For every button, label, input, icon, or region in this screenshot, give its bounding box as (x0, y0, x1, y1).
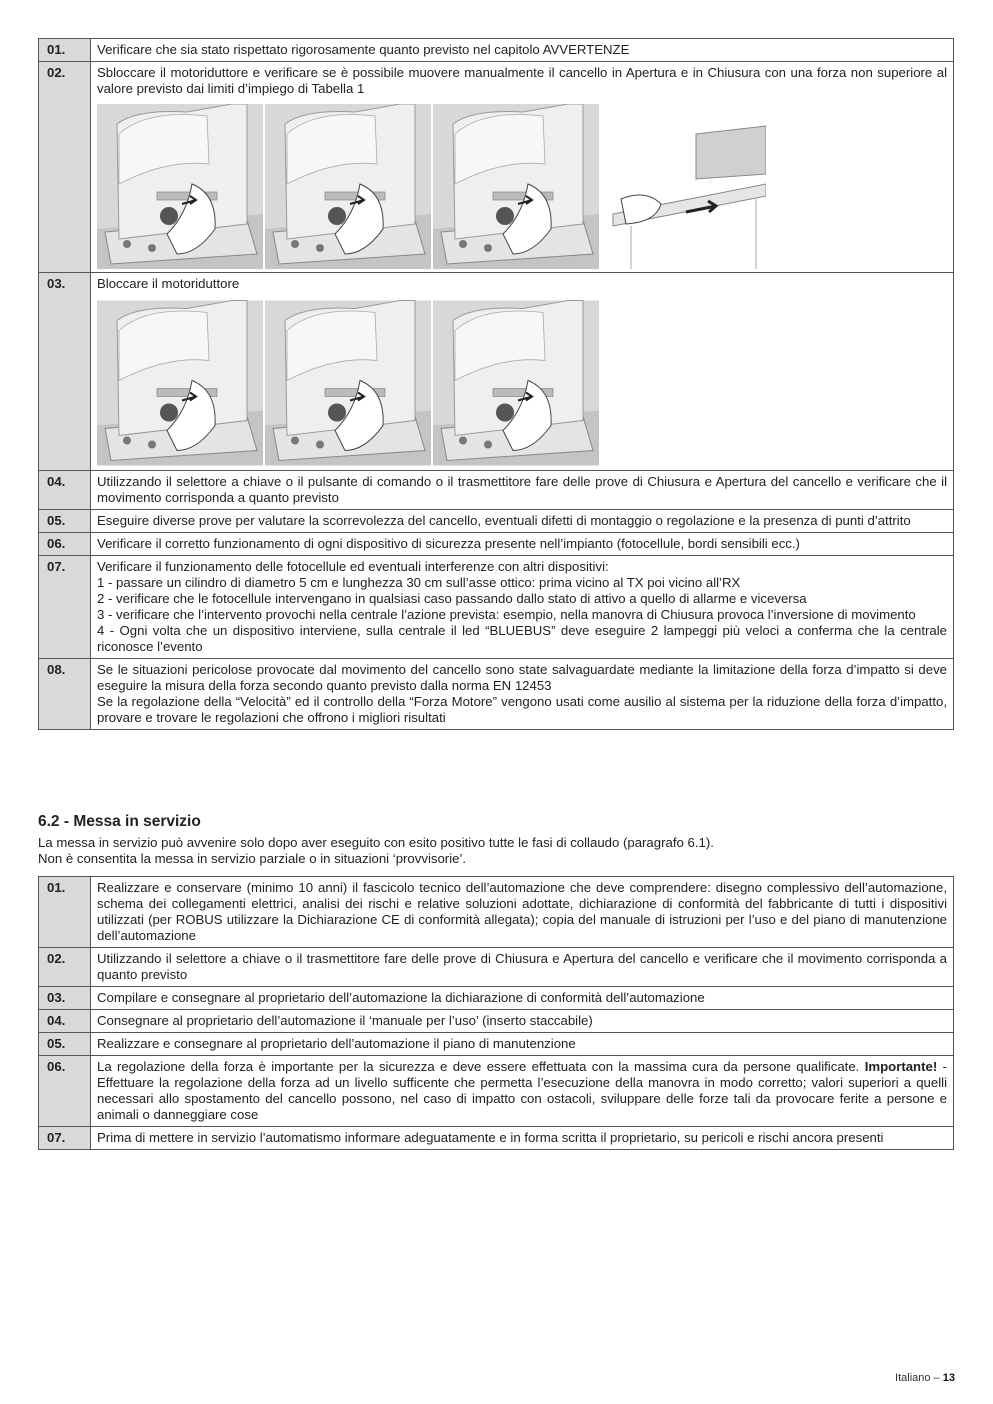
step-number: 03. (39, 987, 91, 1010)
step-text (91, 556, 954, 659)
step-line: Consegnare al proprietario dell’automazione il ‘manuale per l’uso’ (inserto staccabile) (97, 1013, 593, 1028)
step-line: Compilare e consegnare al proprietario dell’automazione la dichiarazione di conformità dell’automazione (97, 990, 705, 1005)
motor-lock-remove-key-illustration (433, 299, 599, 467)
step-row (39, 510, 954, 533)
step-row (39, 877, 954, 948)
page-number: 13 (942, 1372, 955, 1384)
step-row (39, 39, 954, 62)
step-number: 01. (39, 877, 91, 948)
step-line: Verificare che sia stato rispettato rigorosamente quanto previsto nel capitolo AVVERTENZE (97, 42, 630, 57)
page-footer (895, 1372, 955, 1384)
commissioning-steps-table (38, 876, 954, 1150)
step-row (39, 556, 954, 659)
step-line: Eseguire diverse prove per valutare la scorrevolezza del cancello, eventuali difetti di montaggio o regolazione e la presenza di punti d’attrito (97, 513, 911, 528)
step-number: 02. (39, 62, 91, 273)
step-row (39, 533, 954, 556)
intro-line: Non è consentita la messa in servizio parziale o in situazioni ‘provvisorie’. (38, 851, 467, 866)
intro-line: La messa in servizio può avvenire solo dopo aver eseguito con esito positivo tutte le fasi di collaudo (paragrafo 6.1). (38, 835, 714, 850)
step-line: 2 - verificare che le fotocellule intervengano in qualsiasi caso passando dallo stato di attivo a quello di allarme e viceversa (97, 591, 807, 606)
step-number: 05. (39, 510, 91, 533)
step-text (91, 471, 954, 510)
step-text (91, 62, 954, 273)
gate-push-manually-illustration (601, 104, 766, 269)
illustration-strip (97, 104, 947, 269)
step-text (91, 1010, 954, 1033)
step-number: 03. (39, 273, 91, 471)
section-intro (38, 835, 714, 867)
step-text (91, 659, 954, 730)
step-text (91, 987, 954, 1010)
motor-lock-turn-key-illustration (265, 299, 431, 467)
step-row (39, 1056, 954, 1127)
motor-unlock-pull-lever-illustration (433, 104, 599, 269)
step-line: 4 - Ogni volta che un dispositivo interviene, sulla centrale il led “BLUEBUS” deve eseguire 2 lampeggi più veloci a conferma che la centrale riconosce l’evento (97, 623, 947, 654)
step-line: 1 - passare un cilindro di diametro 5 cm e lunghezza 30 cm sull’asse ottico: prima vicino al TX poi vicino all’RX (97, 575, 741, 590)
step-text (91, 948, 954, 987)
step-row (39, 1127, 954, 1150)
step-line: Utilizzando il selettore a chiave o il pulsante di comando o il trasmettitore fare delle prove di Chiusura e Apertura del cancello e verificare che il movimento corrisponda a quanto previsto (97, 474, 947, 505)
step-line: Verificare il corretto funzionamento di ogni dispositivo di sicurezza presente nell’impianto (fotocellule, bordi sensibili ecc.) (97, 536, 800, 551)
section-title: 6.2 - Messa in servizio (38, 813, 201, 830)
step-line: Realizzare e consegnare al proprietario dell’automazione il piano di manutenzione (97, 1036, 576, 1051)
step-line: Verificare il funzionamento delle fotocellule ed eventuali interferenze con altri dispositivi: (97, 559, 609, 574)
step-number: 06. (39, 533, 91, 556)
step-text (91, 877, 954, 948)
step-number: 02. (39, 948, 91, 987)
page (38, 38, 954, 1145)
step-text (91, 510, 954, 533)
step-number: 06. (39, 1056, 91, 1127)
step-line: Utilizzando il selettore a chiave o il trasmettitore fare delle prove di Chiusura e Apertura del cancello e verificare che il movimento corrisponda a quanto previsto (97, 951, 947, 982)
step-row (39, 471, 954, 510)
step-row (39, 659, 954, 730)
motor-unlock-turn-key-illustration (265, 104, 431, 269)
step-line: Bloccare il motoriduttore (97, 276, 240, 291)
test-steps-table (38, 38, 954, 730)
step-row (39, 273, 954, 471)
step-text (91, 1127, 954, 1150)
step-row (39, 987, 954, 1010)
step-row (39, 948, 954, 987)
step-number: 07. (39, 556, 91, 659)
step-emphasis: Importante! (864, 1059, 938, 1074)
step-line: Se la regolazione della “Velocità” ed il controllo della “Forza Motore” vengono usati come ausilio al sistema per la riduzione della forza d’impatto, provare e trovare le regolazioni che offrono i migliori risultati (97, 694, 947, 725)
step-row (39, 62, 954, 273)
step-text (91, 1033, 954, 1056)
step-text (91, 39, 954, 62)
step-line: Prima di mettere in servizio l’automatismo informare adeguatamente e in forma scritta il proprietario, su pericoli e rischi ancora presenti (97, 1130, 884, 1145)
step-number: 01. (39, 39, 91, 62)
step-text (91, 533, 954, 556)
step-line: Realizzare e conservare (minimo 10 anni) il fascicolo tecnico dell’automazione che deve comprendere: disegno complessivo dell’automazione, schema dei collegamenti elettrici, analisi dei rischi e relative soluzioni adottate, dichiarazione di conformità del fabbricante di tutti i dispositivi utilizzati (per ROBUS utilizzare la Dichiarazione CE di conformità allegata); copia del manuale di istruzioni per l’uso e del piano di manutenzione dell’automazione (97, 880, 947, 943)
step-row (39, 1010, 954, 1033)
step-number: 07. (39, 1127, 91, 1150)
step-number: 08. (39, 659, 91, 730)
footer-language: Italiano – (895, 1372, 940, 1384)
step-line: La regolazione della forza è importante per la sicurezza e deve essere effettuata con la massima cura da persone qualificate. (97, 1059, 865, 1074)
step-line: Sbloccare il motoriduttore e verificare se è possibile muovere manualmente il cancello in Apertura e in Chiusura con una forza non superiore al valore previsto dai limiti d’impiego di Tabella 1 (97, 65, 947, 96)
step-number: 05. (39, 1033, 91, 1056)
step-number: 04. (39, 1010, 91, 1033)
motor-lock-push-lever-illustration (97, 299, 263, 467)
step-text (91, 273, 954, 471)
motor-unlock-insert-key-illustration (97, 104, 263, 269)
step-text (91, 1056, 954, 1127)
step-row (39, 1033, 954, 1056)
step-line: Se le situazioni pericolose provocate dal movimento del cancello sono state salvaguardate mediante la limitazione della forza d’impatto si deve eseguire la misura della forza secondo quanto previsto dalla norma EN 12453 (97, 662, 947, 693)
step-line: 3 - verificare che l’intervento provochi nella centrale l’azione prevista: esempio, nella manovra di Chiusura provoca l’inversione di movimento (97, 607, 916, 622)
illustration-strip (97, 299, 947, 467)
step-line: - Effettuare la regolazione della forza ad un livello sufficente che permetta l’esecuzione della manovra in modo corretto; valori superiori a quelli necessari allo spostamento del cancello possono, nel caso di impatto con ostacoli, sviluppare delle forze tali da provocare ferite a persone e animali o danneggiare cose (97, 1059, 947, 1122)
step-number: 04. (39, 471, 91, 510)
